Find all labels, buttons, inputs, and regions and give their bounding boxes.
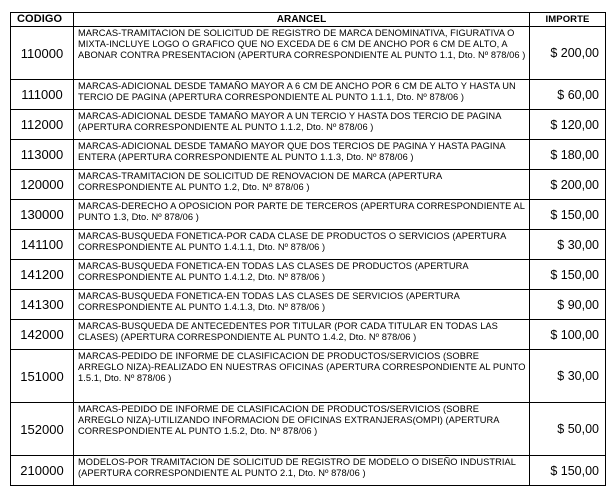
row-amount: $ 30,00 <box>530 230 606 260</box>
table-row <box>11 260 606 290</box>
table-row <box>11 403 606 456</box>
row-description: MODELOS-POR TRAMITACION DE SOLICITUD DE REGISTRO DE MODELO O DISEÑO INDUSTRIAL (APERTURA CORRESPONDIENTE AL PUNTO 2.1, Dto. Nº 878/06 ) <box>74 456 530 486</box>
row-code: 210000 <box>11 456 74 486</box>
column-header-code: CODIGO <box>11 13 74 27</box>
row-amount: $ 90,00 <box>530 290 606 320</box>
row-code: 142000 <box>11 320 74 350</box>
table-row <box>11 456 606 486</box>
row-code: 111000 <box>11 80 74 110</box>
table-row <box>11 140 606 170</box>
row-amount: $ 50,00 <box>530 403 606 456</box>
row-description: MARCAS-ADICIONAL DESDE TAMAÑO MAYOR A 6 CM DE ANCHO POR 6 CM DE ALTO Y HASTA UN TERCIO DE PAGINA (APERTURA CORRESPONDIENTE AL PUNTO 1.1.1, Dto. Nº 878/06 ) <box>74 80 530 110</box>
header-row <box>11 13 606 27</box>
table-row <box>11 350 606 403</box>
row-amount: $ 100,00 <box>530 320 606 350</box>
row-code: 141100 <box>11 230 74 260</box>
table-row <box>11 110 606 140</box>
row-code: 141200 <box>11 260 74 290</box>
row-description: MARCAS-BUSQUEDA FONETICA-EN TODAS LAS CLASES DE PRODUCTOS (APERTURA CORRESPONDIENTE AL PUNTO 1.4.1.2, Dto. Nº 878/06 ) <box>74 260 530 290</box>
row-description: MARCAS-ADICIONAL DESDE TAMAÑO MAYOR A UN TERCIO Y HASTA DOS TERCIO DE PAGINA (APERTURA CORRESPONDIENTE AL PUNTO 1.1.2, Dto. Nº 878/06 ) <box>74 110 530 140</box>
row-description: MARCAS-ADICIONAL DESDE TAMAÑO MAYOR QUE DOS TERCIOS DE PAGINA Y HASTA PAGINA ENTERA (APERTURA CORRESPONDIENTE AL PUNTO 1.1.3, Dto. Nº 878/06 ) <box>74 140 530 170</box>
row-amount: $ 200,00 <box>530 170 606 200</box>
row-code: 120000 <box>11 170 74 200</box>
row-code: 113000 <box>11 140 74 170</box>
row-code: 151000 <box>11 350 74 403</box>
table-row <box>11 200 606 230</box>
row-description: MARCAS-BUSQUEDA FONETICA-POR CADA CLASE DE PRODUCTOS O SERVICIOS (APERTURA CORRESPONDIENTE AL PUNTO 1.4.1.1, Dto. Nº 878/06 ) <box>74 230 530 260</box>
table-row <box>11 290 606 320</box>
row-code: 130000 <box>11 200 74 230</box>
row-amount: $ 120,00 <box>530 110 606 140</box>
row-code: 152000 <box>11 403 74 456</box>
tariff-table <box>10 12 606 486</box>
table-row <box>11 27 606 80</box>
row-description: MARCAS-PEDIDO DE INFORME DE CLASIFICACION DE PRODUCTOS/SERVICIOS (SOBRE ARREGLO NIZA)-UTILIZANDO INFORMACION DE OFICINAS EXTRANJERAS(OMPI) (APERTURA CORRESPONDIENTE AL PUNTO 1.5.2, Dto. Nº 878/06 ) <box>74 403 530 456</box>
table-row <box>11 230 606 260</box>
row-description: MARCAS-TRAMITACION DE SOLICITUD DE RENOVACION DE MARCA (APERTURA CORRESPONDIENTE AL PUNTO 1.2, Dto. Nº 878/06 ) <box>74 170 530 200</box>
row-description: MARCAS-BUSQUEDA DE ANTECEDENTES POR TITULAR (POR CADA TITULAR EN TODAS LAS CLASES) (APERTURA CORRESPONDIENTE AL PUNTO 1.4.2, Dto. Nº 878/06 ) <box>74 320 530 350</box>
row-code: 141300 <box>11 290 74 320</box>
row-amount: $ 60,00 <box>530 80 606 110</box>
column-header-amount: IMPORTE <box>530 13 606 27</box>
row-amount: $ 30,00 <box>530 350 606 403</box>
row-amount: $ 180,00 <box>530 140 606 170</box>
row-amount: $ 150,00 <box>530 260 606 290</box>
row-amount: $ 150,00 <box>530 200 606 230</box>
table-row <box>11 170 606 200</box>
column-header-description: ARANCEL <box>74 13 530 27</box>
row-code: 110000 <box>11 27 74 80</box>
row-description: MARCAS-PEDIDO DE INFORME DE CLASIFICACION DE PRODUCTOS/SERVICIOS (SOBRE ARREGLO NIZA)-REALIZADO EN NUESTRAS OFICINAS (APERTURA CORRESPONDIENTE AL PUNTO 1.5.1, Dto. Nº 878/06 ) <box>74 350 530 403</box>
table-row <box>11 320 606 350</box>
row-amount: $ 150,00 <box>530 456 606 486</box>
row-code: 112000 <box>11 110 74 140</box>
row-description: MARCAS-TRAMITACION DE SOLICITUD DE REGISTRO DE MARCA DENOMINATIVA, FIGURATIVA O MIXTA-INCLUYE LOGO O GRAFICO QUE NO EXCEDA DE 6 CM DE ANCHO POR 6 CM DE ALTO, A ABONAR CONTRA PRESENTACION (APERTURA CORRESPONDIENTE AL PUNTO 1.1, Dto. Nº 878/06 ) <box>74 27 530 80</box>
row-description: MARCAS-DERECHO A OPOSICION POR PARTE DE TERCEROS (APERTURA CORRESPONDIENTE AL PUNTO 1.3, Dto. Nº 878/06 ) <box>74 200 530 230</box>
table-row <box>11 80 606 110</box>
row-amount: $ 200,00 <box>530 27 606 80</box>
row-description: MARCAS-BUSQUEDA FONETICA-EN TODAS LAS CLASES DE SERVICIOS (APERTURA CORRESPONDIENTE AL PUNTO 1.4.1.3, Dto. Nº 878/06 ) <box>74 290 530 320</box>
